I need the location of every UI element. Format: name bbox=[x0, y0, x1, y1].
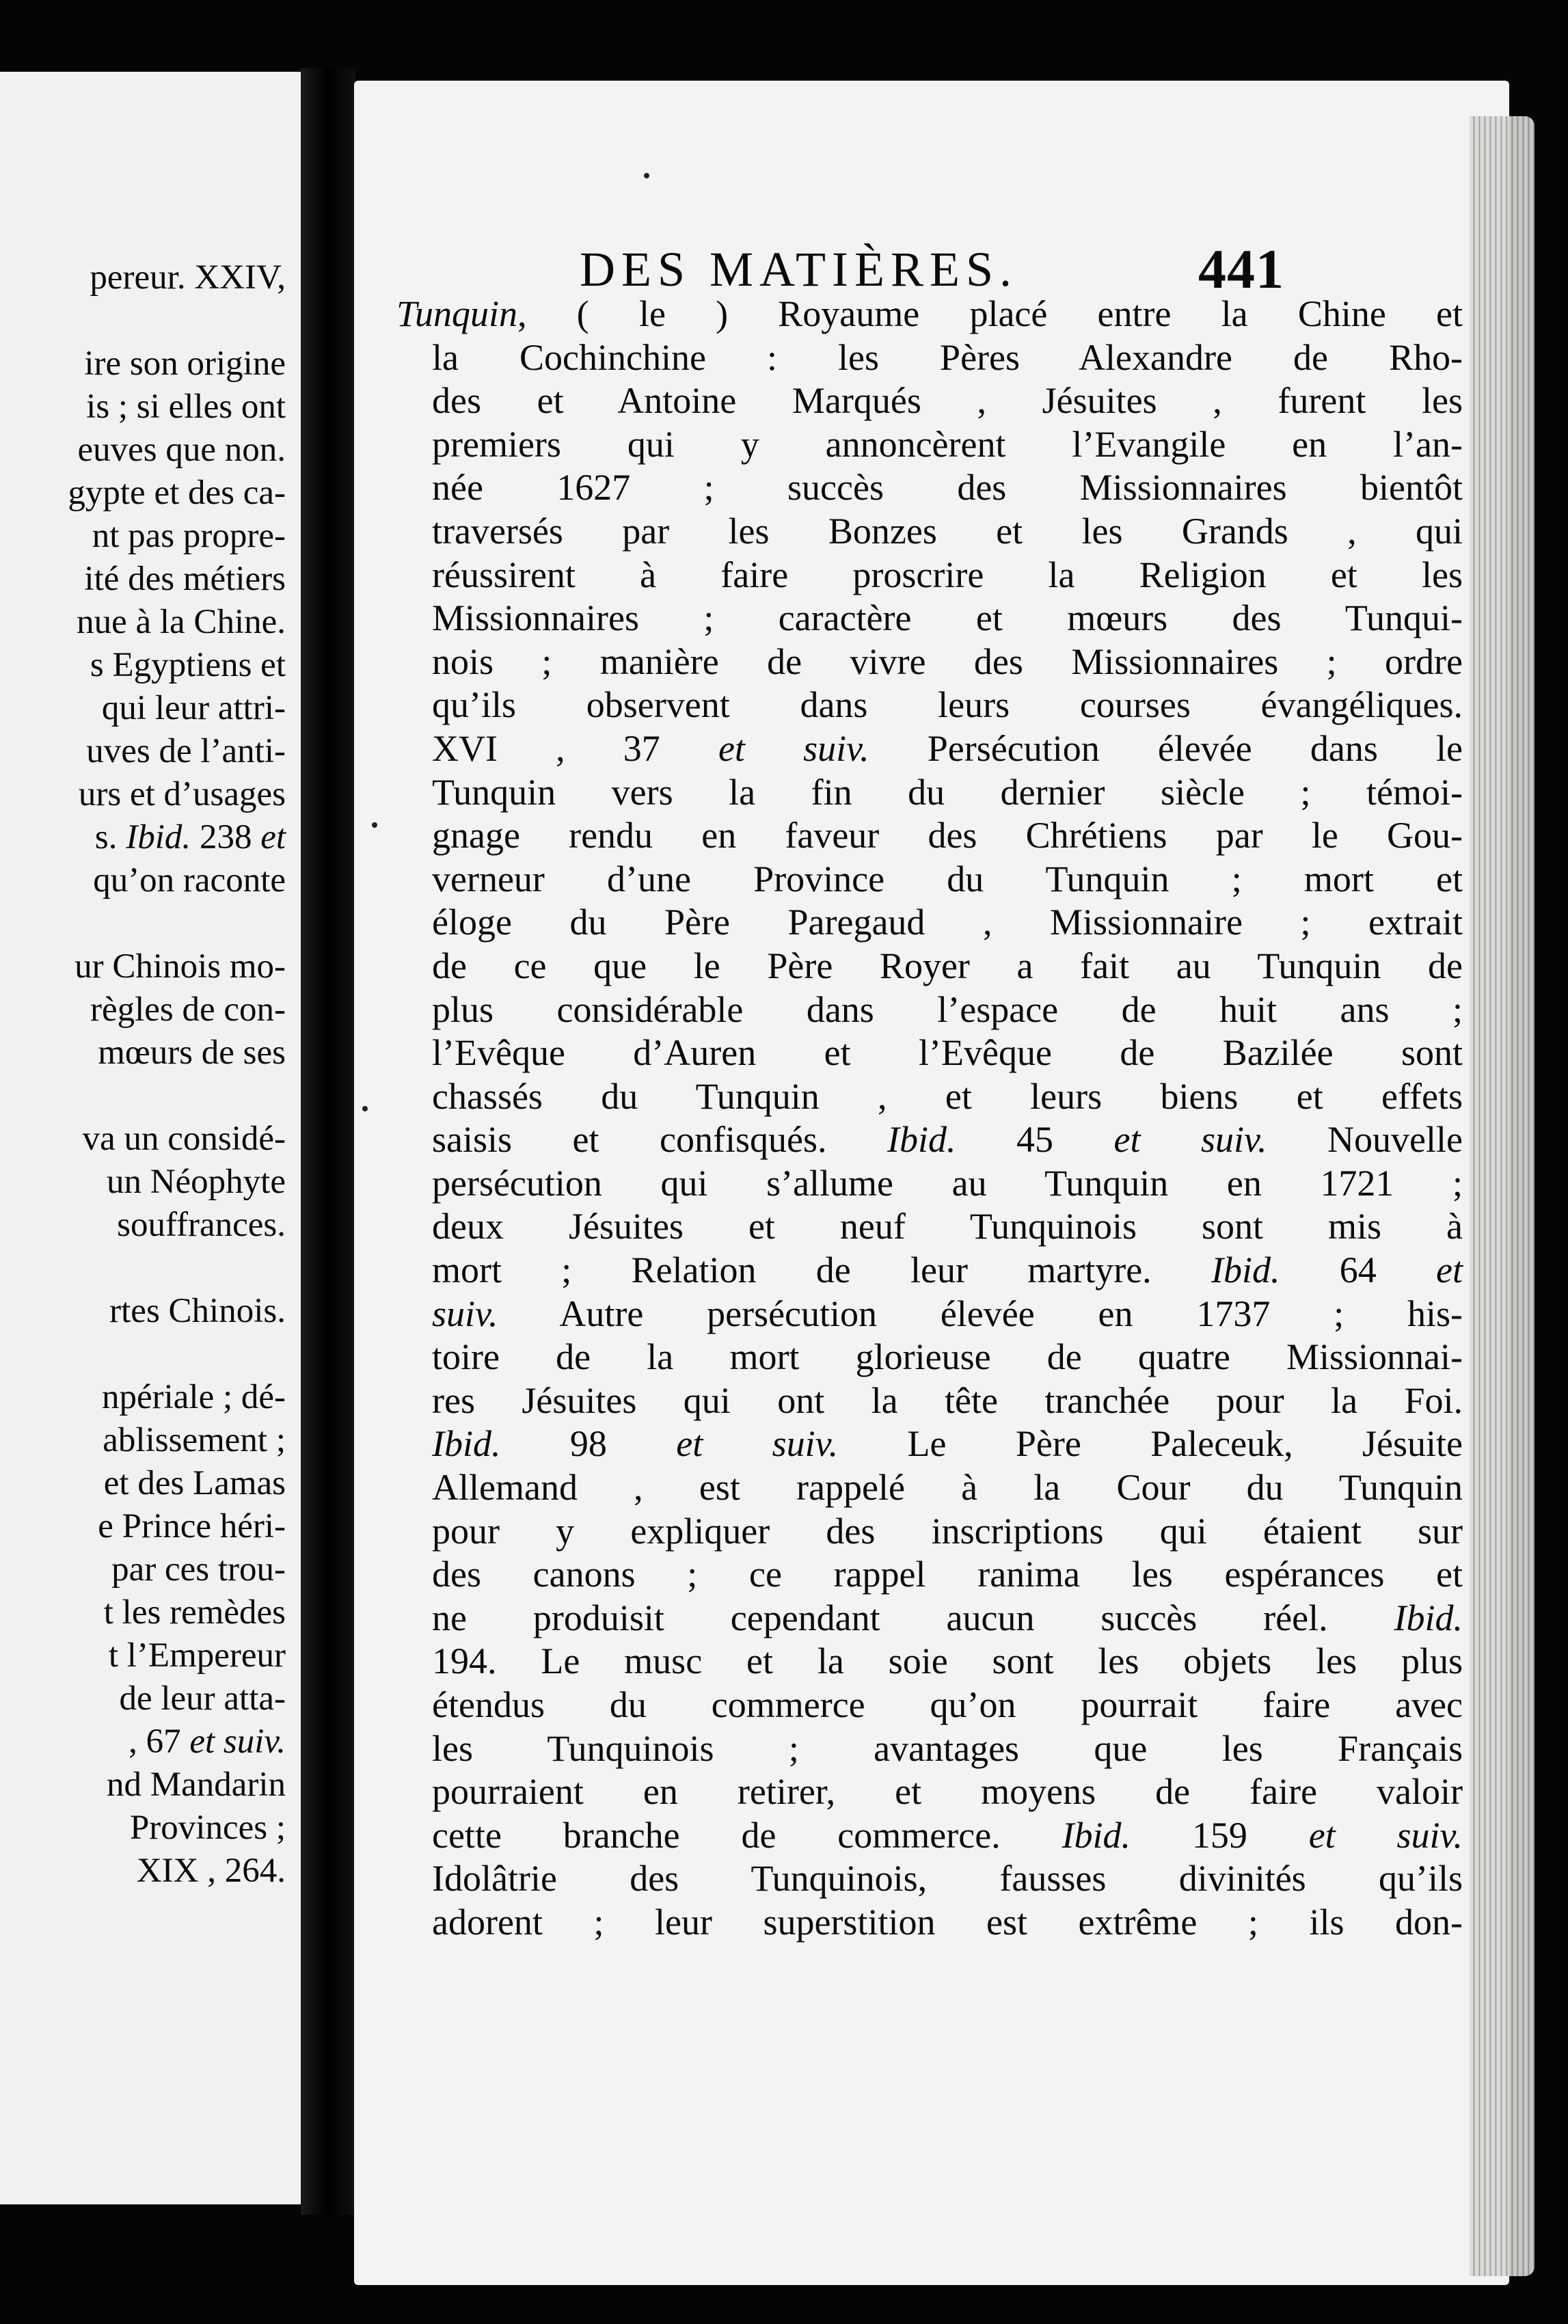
text-run: mort ; Relation de leur martyre. bbox=[432, 1249, 1211, 1291]
left-text-line bbox=[0, 730, 316, 773]
text-run: l’Evêque d’Auren et l’Evêque de Bazilée sont bbox=[432, 1032, 1463, 1074]
text-run: réussirent à faire proscrire la Religion et les bbox=[432, 554, 1463, 595]
italic-reference: et suiv. bbox=[189, 1722, 286, 1761]
ink-speck bbox=[644, 173, 649, 178]
left-text-line bbox=[0, 472, 316, 515]
text-run: gypte et des ca- bbox=[68, 474, 286, 512]
text-run: ité des métiers bbox=[84, 560, 286, 598]
text-run: mœurs de ses bbox=[98, 1033, 286, 1072]
text-run: uves de l’anti- bbox=[86, 732, 286, 770]
text-run: de leur atta- bbox=[119, 1679, 286, 1718]
text-line bbox=[396, 1075, 1463, 1119]
text-run: étendus du commerce qu’on pourrait faire avec bbox=[432, 1684, 1463, 1725]
text-line bbox=[396, 1727, 1463, 1771]
text-line bbox=[396, 510, 1463, 554]
italic-reference: et suiv. bbox=[1308, 1814, 1463, 1856]
text-line bbox=[396, 1770, 1463, 1814]
text-run: des et Antoine Marqués , Jésuites , furent les bbox=[432, 380, 1463, 422]
page-number: 441 bbox=[1198, 238, 1284, 300]
text-run: 194. Le musc et la soie sont les objets les plus bbox=[432, 1640, 1463, 1682]
text-run: verneur d’une Province du Tunquin ; mort et bbox=[432, 858, 1463, 900]
text-run: res Jésuites qui ont la tête tranchée pour la Foi. bbox=[432, 1379, 1463, 1421]
left-text-line bbox=[0, 1807, 316, 1850]
left-text-line bbox=[0, 1505, 316, 1548]
text-line bbox=[396, 1031, 1463, 1075]
text-run: nue à la Chine. bbox=[77, 603, 286, 641]
text-line bbox=[396, 379, 1463, 423]
text-run: e Prince héri- bbox=[98, 1507, 286, 1545]
left-text-line bbox=[0, 1204, 316, 1247]
text-line bbox=[396, 1814, 1463, 1858]
left-text-line bbox=[0, 1591, 316, 1634]
left-text-line bbox=[0, 859, 316, 902]
left-text-line bbox=[0, 558, 316, 601]
text-run: Provinces ; bbox=[129, 1809, 286, 1847]
text-run: 159 bbox=[1131, 1814, 1309, 1856]
text-run: 64 bbox=[1280, 1249, 1437, 1291]
left-text-line bbox=[0, 1634, 316, 1677]
text-run: deux Jésuites et neuf Tunquinois sont mis à bbox=[432, 1206, 1463, 1247]
text-run: pour y expliquer des inscriptions qui étaient sur bbox=[432, 1510, 1463, 1552]
text-line bbox=[396, 1597, 1463, 1640]
left-text-line bbox=[0, 1333, 316, 1376]
text-line bbox=[396, 1336, 1463, 1379]
ink-speck bbox=[372, 822, 377, 828]
left-page-text bbox=[0, 256, 316, 1893]
text-run: ablissement ; bbox=[103, 1421, 286, 1459]
italic-reference: Ibid. bbox=[126, 818, 191, 856]
text-line bbox=[396, 988, 1463, 1032]
text-line bbox=[396, 1379, 1463, 1423]
text-run: plus considérable dans l’espace de huit ans ; bbox=[432, 988, 1463, 1030]
text-line bbox=[396, 1901, 1463, 1945]
text-run: s. bbox=[94, 818, 126, 856]
text-run: , 67 bbox=[129, 1722, 190, 1761]
left-text-line bbox=[0, 902, 316, 945]
left-text-line bbox=[0, 1720, 316, 1764]
text-run: ne produisit cependant aucun succès réel. bbox=[432, 1597, 1394, 1638]
italic-reference: suiv. bbox=[432, 1293, 498, 1334]
text-line bbox=[396, 1249, 1463, 1293]
text-line bbox=[396, 858, 1463, 902]
left-text-line bbox=[0, 342, 316, 386]
text-line bbox=[396, 640, 1463, 684]
text-run: XIX , 264. bbox=[136, 1852, 286, 1890]
text-run: is ; si elles ont bbox=[86, 388, 286, 426]
text-run: et des Lamas bbox=[103, 1464, 286, 1502]
text-line bbox=[396, 1684, 1463, 1727]
text-line bbox=[396, 1466, 1463, 1510]
text-run: née 1627 ; succès des Missionnaires bientôt bbox=[432, 467, 1463, 509]
left-text-line bbox=[0, 1118, 316, 1161]
text-run: ur Chinois mo- bbox=[75, 947, 286, 986]
text-line bbox=[396, 293, 1463, 336]
text-run: saisis et confisqués. bbox=[432, 1119, 887, 1161]
left-text-line bbox=[0, 299, 316, 342]
left-text-line bbox=[0, 945, 316, 988]
text-run: npériale ; dé- bbox=[101, 1378, 286, 1416]
text-line bbox=[396, 1510, 1463, 1554]
text-line bbox=[396, 727, 1463, 771]
italic-reference: Tunquin bbox=[396, 293, 518, 334]
text-run: adorent ; leur superstition est extrême ; ils don- bbox=[432, 1901, 1463, 1943]
text-run: des canons ; ce rappel ranima les espérances et bbox=[432, 1554, 1463, 1595]
text-run: Le Père Paleceuk, Jésuite bbox=[838, 1423, 1463, 1465]
left-text-line bbox=[0, 256, 316, 299]
text-run: éloge du Père Paregaud , Missionnaire ; extrait bbox=[432, 902, 1463, 943]
ink-speck bbox=[362, 1106, 368, 1111]
text-run: premiers qui y annoncèrent l’Evangile en l’an- bbox=[432, 423, 1463, 465]
italic-reference: et suiv. bbox=[1113, 1119, 1267, 1161]
text-run: qu’on raconte bbox=[93, 861, 286, 900]
text-line bbox=[396, 1857, 1463, 1901]
text-run: par ces trou- bbox=[111, 1550, 286, 1589]
right-page bbox=[354, 81, 1509, 2285]
text-run: t l’Empereur bbox=[108, 1636, 286, 1675]
text-run: , ( le ) Royaume placé entre la Chine et bbox=[517, 293, 1463, 334]
italic-reference: Ibid. bbox=[432, 1423, 501, 1465]
left-text-line bbox=[0, 687, 316, 730]
text-run: urs et d’usages bbox=[78, 775, 286, 813]
text-line bbox=[396, 1293, 1463, 1336]
left-text-line bbox=[0, 1031, 316, 1075]
left-text-line bbox=[0, 644, 316, 687]
text-line bbox=[396, 1422, 1463, 1466]
text-run: Nouvelle bbox=[1267, 1119, 1463, 1161]
left-text-line bbox=[0, 773, 316, 816]
text-line bbox=[396, 423, 1463, 467]
text-run: Autre persécution élevée en 1737 ; his- bbox=[498, 1293, 1463, 1334]
italic-reference: et bbox=[260, 818, 286, 856]
left-text-line bbox=[0, 1677, 316, 1720]
italic-reference: et suiv. bbox=[718, 727, 869, 769]
left-text-line bbox=[0, 1850, 316, 1893]
text-run: pereur. XXIV, bbox=[90, 258, 286, 297]
text-run: nd Mandarin bbox=[106, 1766, 286, 1804]
left-text-line bbox=[0, 816, 316, 859]
text-run: Allemand , est rappelé à la Cour du Tunquin bbox=[432, 1467, 1463, 1509]
text-line bbox=[396, 1118, 1463, 1162]
left-text-line bbox=[0, 1548, 316, 1591]
text-run: Idolâtrie des Tunquinois, fausses divinités qu’ils bbox=[432, 1858, 1463, 1900]
book-gutter bbox=[301, 68, 355, 2215]
left-text-line bbox=[0, 386, 316, 429]
text-run: traversés par les Bonzes et les Grands , qui bbox=[432, 510, 1463, 552]
text-line bbox=[396, 814, 1463, 858]
text-line bbox=[396, 597, 1463, 640]
text-run: t les remèdes bbox=[103, 1593, 286, 1632]
text-run: un Néophyte bbox=[106, 1163, 286, 1201]
text-line bbox=[396, 1162, 1463, 1206]
text-run: pourraient en retirer, et moyens de faire valoir bbox=[432, 1771, 1463, 1813]
text-run: ire son origine bbox=[84, 344, 286, 383]
text-line bbox=[396, 901, 1463, 945]
text-run: XVI , 37 bbox=[432, 727, 718, 769]
text-run: la Cochinchine : les Pères Alexandre de Rho- bbox=[432, 336, 1463, 378]
running-head: DES MATIÈRES. bbox=[580, 242, 1018, 297]
text-run: Persécution élevée dans le bbox=[869, 727, 1463, 769]
italic-reference: et bbox=[1436, 1249, 1463, 1291]
text-run: souffrances. bbox=[117, 1206, 286, 1244]
left-text-line bbox=[0, 1161, 316, 1204]
left-text-line bbox=[0, 515, 316, 558]
text-run: 238 bbox=[191, 818, 261, 856]
text-run: va un considé- bbox=[82, 1120, 286, 1158]
left-text-line bbox=[0, 1247, 316, 1290]
italic-reference: Ibid. bbox=[1211, 1249, 1280, 1291]
text-run: de ce que le Père Royer a fait au Tunquin de bbox=[432, 945, 1463, 986]
text-run: rtes Chinois. bbox=[109, 1292, 286, 1330]
left-text-line bbox=[0, 1462, 316, 1505]
text-run: s Egyptiens et bbox=[90, 646, 286, 684]
text-run: qui leur attri- bbox=[101, 689, 286, 727]
italic-reference: Ibid. bbox=[1062, 1814, 1131, 1856]
text-run: les Tunquinois ; avantages que les Français bbox=[432, 1727, 1463, 1769]
left-text-line bbox=[0, 1290, 316, 1333]
italic-reference: Ibid. bbox=[1394, 1597, 1463, 1638]
text-line bbox=[396, 466, 1463, 510]
text-run: qu’ils observent dans leurs courses évangéliques. bbox=[432, 684, 1463, 726]
text-run: cette branche de commerce. bbox=[432, 1814, 1062, 1856]
left-page bbox=[0, 72, 316, 2204]
text-run: euves que non. bbox=[77, 431, 286, 469]
text-run: règles de con- bbox=[90, 990, 286, 1029]
text-run: chassés du Tunquin , et leurs biens et effets bbox=[432, 1075, 1463, 1117]
text-run: 45 bbox=[956, 1119, 1114, 1161]
text-run: nois ; manière de vivre des Missionnaires ; ordre bbox=[432, 640, 1463, 682]
left-text-line bbox=[0, 1376, 316, 1419]
index-entry-text bbox=[396, 293, 1463, 1945]
text-run: nt pas propre- bbox=[92, 517, 286, 555]
left-text-line bbox=[0, 1764, 316, 1807]
left-text-line bbox=[0, 1075, 316, 1118]
left-text-line bbox=[0, 988, 316, 1031]
text-line bbox=[396, 771, 1463, 815]
italic-reference: et suiv. bbox=[676, 1423, 839, 1465]
text-line bbox=[396, 684, 1463, 727]
text-line bbox=[396, 554, 1463, 597]
text-run: toire de la mort glorieuse de quatre Missionnai- bbox=[432, 1336, 1463, 1378]
text-run: 98 bbox=[500, 1423, 677, 1465]
text-line bbox=[396, 1640, 1463, 1684]
left-text-line bbox=[0, 429, 316, 472]
page-edges bbox=[1470, 116, 1535, 2276]
italic-reference: Ibid. bbox=[887, 1119, 956, 1161]
text-line bbox=[396, 945, 1463, 988]
text-line bbox=[396, 1553, 1463, 1597]
text-run: persécution qui s’allume au Tunquin en 1721 ; bbox=[432, 1162, 1463, 1204]
left-text-line bbox=[0, 601, 316, 644]
text-run: Missionnaires ; caractère et mœurs des Tunqui- bbox=[432, 597, 1463, 639]
text-line bbox=[396, 1205, 1463, 1249]
text-run: Tunquin vers la fin du dernier siècle ; témoi- bbox=[432, 771, 1463, 813]
left-text-line bbox=[0, 1419, 316, 1462]
text-run: gnage rendu en faveur des Chrétiens par le Gou- bbox=[432, 815, 1463, 856]
text-line bbox=[396, 336, 1463, 380]
